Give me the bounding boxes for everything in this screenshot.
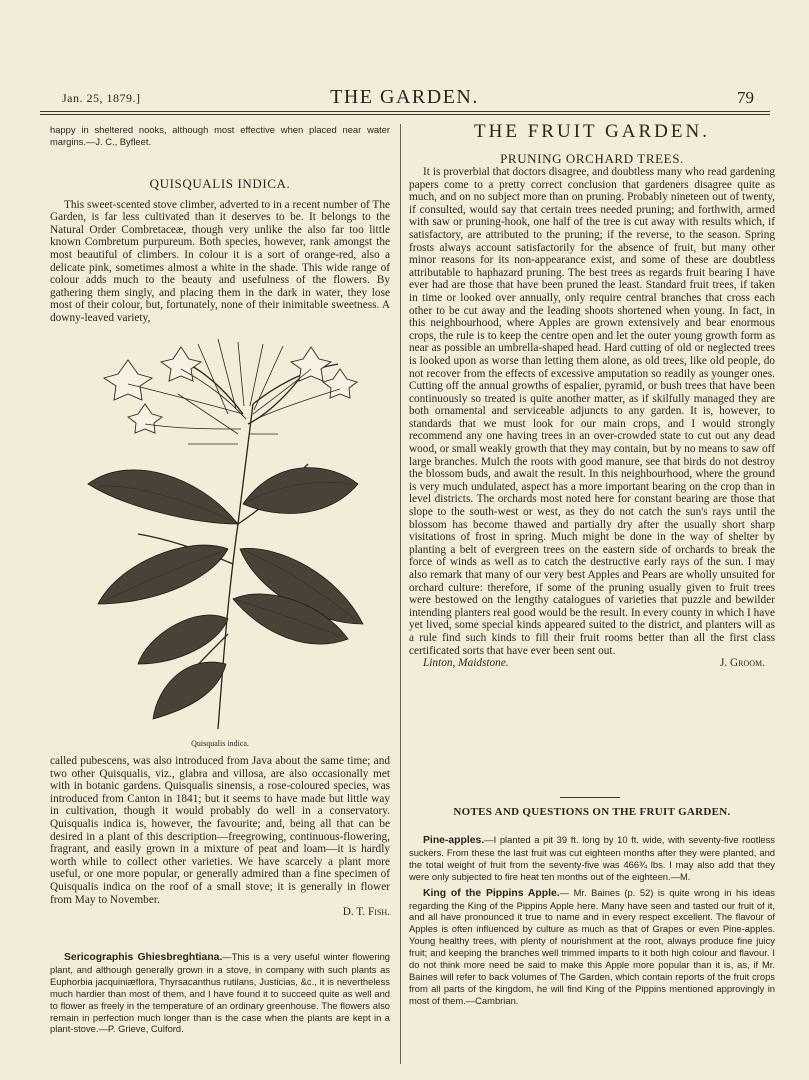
quisqualis-heading: QUISQUALIS INDICA. [149,176,291,191]
quisqualis-illustration [78,334,368,734]
sericographis-heading: Sericographis Ghiesbreghtiana. [64,952,223,963]
main-stem [218,404,253,729]
pruning-signature: J. Groom. [719,657,765,670]
journal-title: THE GARDEN. [330,86,479,108]
flower [323,369,357,398]
column-divider [400,124,401,1064]
page-number: 79 [737,88,754,107]
pineapples-note [409,834,775,883]
flower [104,360,152,400]
pruning-place: Linton, Maidstone. [423,657,509,670]
illustration-caption: Quisqualis indica. [191,739,249,748]
king-pippins-note [409,887,775,1007]
sericographis-text: —This is a very useful winter flowering plant, and although generally grown in a stove, in company with such plants as Euphorbia jacquiniæflora, Thyrsacanthus rutilans, Justicias, &c., it is nevertheless much hardier than most of them, and I have found it to succeed quite as well and to flower as freely in the temperature of an ordinary greenhouse. The flowers also remain in perfection much longer than is the case when the plants are kept in a plant-stove.—P. Grieve, Culford. [50,951,390,1035]
intro-paragraph [50,124,390,148]
issue-date: Jan. 25, 1879.] [62,91,141,105]
quisqualis-article-bottom [50,755,390,919]
leaf [153,662,226,719]
intro-text: happy in sheltered nooks, although most effective when placed near water margins.—J. C., Byfleet. [50,124,390,147]
flower [128,404,162,433]
header-rule-thin [40,114,770,115]
notes-heading: NOTES AND QUESTIONS ON THE FRUIT GARDEN. [453,806,731,818]
pruning-heading: PRUNING ORCHARD TREES. [500,151,684,166]
king-pippins-text: — Mr. Baines (p. 52) is quite wrong in his ideas regarding the King of the Pippins Apple here. Many have seen and tasted our fruit of it, and all have pronounced it true to name and in every respect excellent. The flavour of Apples is often influenced by culture as much as that of Grapes or even Pine-apples. Young healthy trees, with plenty of nourishment at the root, always produce fine juicy fruit; and keeping the branches well trimmed imparts to it both high colour and flavour. I do not think more need be said to make this Apple more popular than it is, as, if Mr. Baines will refer to back volumes of The Garden, which contain reports of the fruit crops from all parts of the kingdom, he will find King of the Pippins mentioned approvingly in most of them.—Cambrian. [409,886,775,1006]
leaf [243,468,358,514]
notes-section [409,834,775,1007]
king-pippins-heading: King of the Pippins Apple. [423,887,560,899]
leaf [88,470,238,524]
pruning-text: It is proverbial that doctors disagree, and doubtless many who read gardening papers come to a pretty correct conclusion that gardeners disagree quite as much, and on no subject more than on pruning. Probably nineteen out of twenty, if consulted, would say that certain trees needed pruning; and forthwith, armed with saw or pruning-hook, one half of the tree is cut away with results which, if satisfactory, are attributed to the pruning; if the reverse, to the season. Spring frosts always account satisfactorily for the absence of fruit, but many other minor reasons for its non-appearance exist, and some of these are doubtless attributable to haphazard pruning. The best trees as regards fruit bearing I have ever had are those that have been pruned the least. Standard fruit trees, if taken in time or looked over annually, only require central branches that cross each other to be cut away and the leading shoots shortened when young. In fact, in this neighbourhood, where Apples are grown extensively and bear enormous crops, the rule is to keep the centre open and let the outer young growth form as near as possible an umbrella-shaped head. Hard cutting of old or neglected trees is looked upon as worse than letting them alone, as old trees, like old people, do not recover from the effects of excessive amputation so readily as younger ones. Cutting off the annual growths of espalier, pyramid, or bush trees that have been continuously so treated is quite another matter, as if skilfully managed they are both ornamental and serviceable adjuncts to any garden. It is, however, to standards that we must look for our main crops, and I would strongly recommend any one having trees in an over-crowded state to cut out any dead wood, or small weakly growth that they may contain, but by no means to saw off large branches. Mulch the roots with good manure, see that birds do not destroy the blossom buds, and await the result. In this neighbourhood, where the ground is very much undulated, aspect has a more important bearing on the crop than in level districts. The orchards most noted here for constant bearing are those that slope to the south-west or west, as they do not catch the sun's rays until the blossom has become thawed and partially dry after the usually short sharp visitations of frost in spring. Much might be done in the way of shelter by planting a belt of evergreen trees on the eastern side of orchards to break the force of winds as well as to catch the destructive early rays of the sun. I may also remark that many of our very best Apples and Pears are wholly unsuited for orchard culture: therefore, if some of the pruning usually given to fruit trees were bestowed on the lengthy catalogues of varieties that puzzle and bewilder intending planters real good would be the result. In every county in which I have yet lived, some special kinds appeared suited to the district, and planters will as a rule find such kinds to fill their fruit rooms better than all the first class certificated sorts that have ever been sent out. [409,166,775,657]
header-rule [40,111,770,112]
quisqualis-signature: D. T. Fish. [342,906,390,919]
quisqualis-paragraph-2: called pubescens, was also introduced from Java about the same time; and two other Quisqualis, viz., glabra and villosa, are also occasionally met with in botanic gardens. Quisqualis sinensis, a rose-coloured species, was introduced from Canton in 1841; but it seems to have made but little way in cultivation, though it would probably do well in a conservatory. Quisqualis indica is, however, the favourite; and, being all that can be desired in a plant of this description—freegrowing, continuous-flowering, fragrant, and easily grown in a mixture of peat and loam—it is hardly worth while to collect other varieties. We have scarcely a plant more useful, or one more popular, or generally admired than a fine specimen of Quisqualis indica on the roof of a small stove; it is generally in flower from May to November. [50,755,390,906]
pineapples-text: —I planted a pit 39 ft. long by 10 ft. wide, with seventy-five rootless suckers. From these the last fruit was cut eighteen months after they were planted, and the total weight of fruit from the seventy-five was 466¾ lbs. I may also add that they were only subjected to fire heat ten months out of the eighteen.—M. [409,834,775,882]
section-heading: THE FRUIT GARDEN. [474,121,710,142]
pruning-article [409,166,775,670]
pruning-signature-line [409,657,775,670]
pineapples-heading: Pine-apples. [423,835,485,846]
leaf [138,615,228,664]
quisqualis-paragraph-1: This sweet-scented stove climber, adverted to in a recent number of The Garden, is far less cultivated than it deserves to be. It belongs to the Natural Order Combretaceæ, though very unlike the also far too little known Combretum purpureum. Both species, however, rank amongst the most beautiful of climbers. In colour it is a sort of orange-red, also a delicate pink, sometimes almost a white in the shade. This wide range of colour adds much to the beauty and usefulness of the flowers. By gathering them singly, and placing them in the dark in water, they lose most of their colour, but, fortunately, none of their inimitable sweetness. A downy-leaved variety, [50,198,390,324]
sericographis-note [50,951,390,1035]
section-rule [560,797,620,798]
quisqualis-article-top [50,178,390,325]
flower [161,347,201,381]
